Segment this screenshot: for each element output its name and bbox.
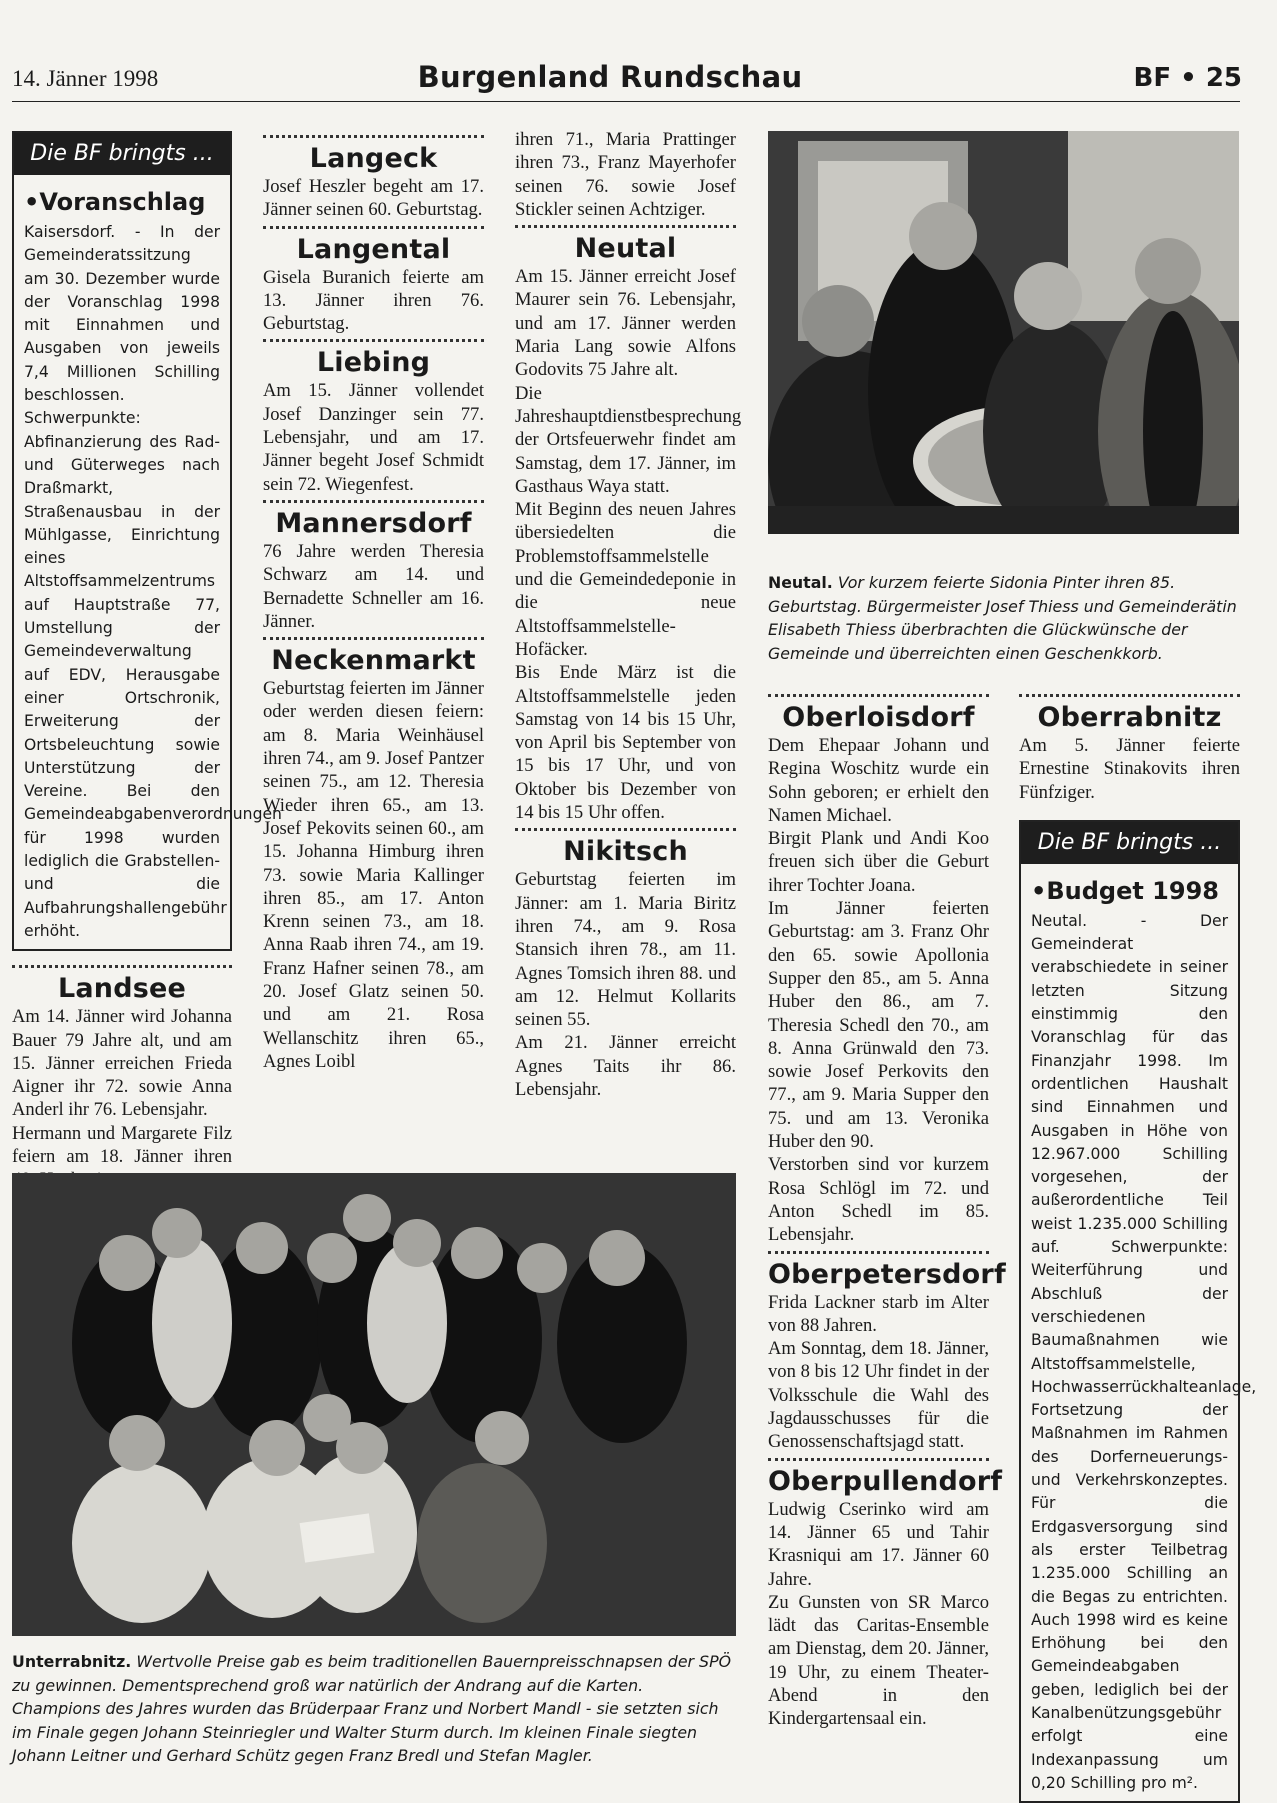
photo-unterrabnitz-group xyxy=(12,1173,736,1636)
article-mannersdorf: 76 Jahre werden Theresia Schwarz am 14. und Bernadette Schneller am 16. Jänner. xyxy=(263,540,484,632)
bf-box-bar: Die BF bringts ... xyxy=(1021,822,1238,864)
divider xyxy=(1019,694,1240,697)
bf-box-voranschlag xyxy=(12,131,282,951)
bf-box-text: Kaisersdorf. - In der Gemeinderatssitzung am 30. Dezember wurde der Voranschlag 1998 mit Einnahmen und Ausgaben von jeweils 7,4 Millionen Schilling beschlossen. Schwerpunkte: Abfinanzierung des Rad- und Güterweges nach Draßmarkt, Straßenausbau in der Mühlgasse, Einrichtung eines Altstoffsammelzentrums auf Hauptstraße 77, Umstellung der Gemeindeverwaltung auf EDV, Herausgabe einer Ortschronik, Erweiterung der Ortsbeleuchtung sowie Unterstützung der Vereine. Bei den Gemeindeabgabenverordnungen für 1998 wurden lediglich die Grabstellen- und die Aufbahrungshallengebühr erhöht. xyxy=(24,223,282,940)
article-oberpetersdorf-p2: Am Sonntag, dem 18. Jänner, von 8 bis 12 Uhr findet in der Volksschule die Wahl des Jagdausschusses für die Genossenschaftsjagd statt. xyxy=(768,1338,989,1453)
article-oberpullendorf-p2: Zu Gunsten von SR Marco lädt das Caritas-Ensemble am Dienstag, dem 20. Jänner, 19 Uhr, zu einem Theater-Abend in den Kindergartensaal ein. xyxy=(768,1591,989,1730)
heading-oberpullendorf: Oberpullendorf xyxy=(768,1465,1003,1497)
photo-neutal-image xyxy=(768,131,1239,534)
heading-liebing: Liebing xyxy=(316,347,431,379)
heading-langeck: Langeck xyxy=(309,143,438,174)
article-langental: Gisela Buranich feierte am 13. Jänner ihren 76. Geburtstag. xyxy=(263,266,484,335)
article-oberrabnitz: Am 5. Jänner feierte Ernestine Stinakovits ihren Fünfziger. xyxy=(1019,735,1240,803)
divider xyxy=(768,1251,989,1254)
photo-unterrabnitz-image xyxy=(12,1173,736,1636)
divider xyxy=(515,225,736,228)
heading-landsee: Landsee xyxy=(57,973,187,1005)
article-oberloisdorf-p4: Verstorben sind vor kurzem Rosa Schlögl im 72. und Anton Schedl im 85. Lebensjahr. xyxy=(768,1154,989,1246)
divider xyxy=(263,226,484,229)
divider xyxy=(515,828,736,831)
heading-oberpetersdorf: Oberpetersdorf xyxy=(768,1258,1006,1290)
header-rule xyxy=(12,101,1240,102)
bf-box-budget xyxy=(1019,820,1257,1803)
article-oberloisdorf-p1: Dem Ehepaar Johann und Regina Woschitz wurde ein Sohn geboren; er erhielt den Namen Michael. xyxy=(768,735,989,826)
article-nikitsch-p2: Am 21. Jänner erreicht Agnes Taits ihr 86. Lebensjahr. xyxy=(515,1032,736,1100)
bf-box-title: •Voranschlag xyxy=(24,188,206,216)
article-neckenmarkt: Geburtstag feierten im Jänner oder werden diesen feiern: am 8. Maria Weinhäusel ihren 74., am 9. Josef Pantzer seinen 75., am 12. Theresia Wieder ihren 65., am 13. Josef Pekovits seinen 60., am 15. Johanna Himburg ihren 73. sowie Maria Kallinger ihren 85., am 17. Anton Krenn seinen 73., am 18. Anna Raab ihren 74., am 19. Franz Hafner seinen 78., am 20. Josef Glatz seinen 50. und am 21. Rosa Wellanschitz ihren 65., Agnes Loibl xyxy=(263,678,484,1072)
heading-oberloisdorf: Oberloisdorf xyxy=(782,702,975,733)
newspaper-title: Burgenland Rundschau xyxy=(417,60,803,94)
article-langeck: Josef Heszler begeht am 17. Jänner seinen 60. Geburtstag. xyxy=(263,176,484,221)
heading-neutal: Neutal xyxy=(574,233,677,265)
bf-box-bar: Die BF bringts ... xyxy=(14,133,230,175)
bf-box-text: Neutal. - Der Gemeinderat verabschiedete in seiner letzten Sitzung einstimmig den Voranschlag für das Finanzjahr 1998. Im ordentlichen Haushalt sind Einnahmen und Ausgaben in Höhe von 12.967.000 Schilling vorgesehen, der außerordentliche Teil weist 1.235.000 Schilling auf. Schwerpunkte: Weiterführung und Abschluß der verschiedenen Baumaßnahmen wie Altstoffsammelstelle, Hochwasserrückhalteanlage, Fortsetzung der Maßnahmen im Rahmen des Dorferneuerungs- und Verkehrskonzeptes. Für die Erdgasversorgung sind als erster Teilbetrag 1.235.000 Schilling an die Begas zu entrichten. Auch 1998 wird es keine Erhöhung bei den Gemeindeabgaben geben, lediglich bei der Kanalbenützungsgebühr erfolgt eine Indexanpassung um 0,20 Schilling pro m². xyxy=(1031,911,1257,1792)
caption-place: Unterrabnitz. xyxy=(12,1652,132,1671)
divider xyxy=(263,135,484,138)
divider xyxy=(263,339,484,342)
article-oberpullendorf-p1: Ludwig Cserinko wird am 14. Jänner 65 und Tahir Krasniqui am 17. Jänner 60 Jahre. xyxy=(768,1498,989,1590)
article-neutal-p1: Am 15. Jänner erreicht Josef Maurer sein 76. Lebensjahr, und am 17. Jänner werden Maria Lang sowie Alfons Godovits 75 Jahre alt. xyxy=(515,266,736,381)
caption-text: Vor kurzem feierte Sidonia Pinter ihren 85. Geburtstag. Bürgermeister Josef Thiess und Gemeinderätin Elisabeth Thiess überbrachten die Glückwünsche der Gemeinde und überreichten einen Geschenkkorb. xyxy=(768,573,1237,663)
caption-place: Neutal. xyxy=(768,573,833,592)
photo-unterrabnitz-caption xyxy=(12,1650,736,1768)
page-number: BF • 25 xyxy=(1133,63,1242,93)
column-4 xyxy=(768,690,1006,1731)
bf-box-title: •Budget 1998 xyxy=(1031,876,1219,905)
article-oberloisdorf-p2: Birgit Plank und Andi Koo freuen sich über die Geburt ihrer Tochter Joana. xyxy=(768,828,989,896)
article-nikitsch-p1: Geburtstag feierten im Jänner: am 1. Maria Biritz ihren 74., am 9. Rosa Stansich ihren 78., am 11. Agnes Tomsich ihren 88. und am 12. Helmut Kollarits seinen 55. xyxy=(515,869,736,1031)
article-neutal-p3: Mit Beginn des neuen Jahres übersiedelten die Problemstoffsammelstelle und die Gemeindedeponie in die neue Altstoffsammelstelle-Hofäcker. xyxy=(515,499,736,660)
article-neckenmarkt-cont: ihren 71., Maria Prattinger ihren 73., Franz Mayerhofer seinen 76. sowie Josef Stickler seinen Achtziger. xyxy=(515,129,736,220)
heading-neckenmarkt: Neckenmarkt xyxy=(271,645,476,677)
divider xyxy=(263,637,484,640)
heading-mannersdorf: Mannersdorf xyxy=(275,507,472,539)
article-oberloisdorf-p3: Im Jänner feierten Geburtstag: am 3. Franz Ohr den 65. sowie Apollonia Supper den 85., am 5. Anna Huber den 86., am 7. Theresia Schedl den 70., am 8. Anna Grünwald den 73. sowie Josef Perkovits den 77., am 9. Maria Supper den 75. und am 13. Veronika Huber den 90. xyxy=(768,898,989,1153)
issue-date: 14. Jänner 1998 xyxy=(12,66,159,91)
photo-neutal-caption xyxy=(768,571,1239,665)
heading-oberrabnitz: Oberrabnitz xyxy=(1037,702,1222,733)
heading-nikitsch: Nikitsch xyxy=(563,836,688,868)
divider xyxy=(263,500,484,503)
article-liebing: Am 15. Jänner vollendet Josef Danzinger sein 77. Lebensjahr, und am 17. Jänner begeht Josef Schmidt sein 72. Wiegenfest. xyxy=(263,380,484,495)
divider xyxy=(768,1458,989,1461)
column-5 xyxy=(1019,690,1257,1803)
column-3 xyxy=(515,128,742,1101)
caption-text: Wertvolle Preise gab es beim traditionellen Bauernpreisschnapsen der SPÖ zu gewinnen. Dementsprechend groß war natürlich der Andrang auf die Karten. Champions des Jahres wurden das Brüderpaar Franz und Norbert Mandl - sie setzten sich im Finale gegen Johann Steinriegler und Walter Sturm durch. Im kleinen Finale siegten Johann Leitner und Gerhard Schütz gegen Franz Bredl und Stefan Magler. xyxy=(12,1652,732,1765)
column-2 xyxy=(263,131,484,1073)
article-neutal-p2: Die Jahreshauptdienstbesprechung der Ortsfeuerwehr findet am Samstag, dem 17. Jänner, im Gasthaus Waya statt. xyxy=(515,382,742,497)
article-landsee-p1: Am 14. Jänner wird Johanna Bauer 79 Jahre alt, und am 15. Jänner erreichen Frieda Aigner ihr 72. sowie Anna Anderl ihr 76. Lebensjahr. xyxy=(12,1006,232,1121)
divider xyxy=(768,694,989,697)
article-landsee-p2: Hermann und Margarete Filz feiern am 18. Jänner ihren xyxy=(12,1122,232,1167)
heading-langental: Langental xyxy=(296,233,451,265)
photo-neutal-birthday xyxy=(768,131,1239,534)
article-oberpetersdorf-p1: Frida Lackner starb im Alter von 88 Jahren. xyxy=(768,1291,989,1336)
article-neutal-p4: Bis Ende März ist die Altstoffsammelstelle jeden Samstag von 14 bis 15 Uhr, von April bis September von 15 bis 17 Uhr, und von Oktober bis Dezember von 14 bis 15 Uhr offen. xyxy=(515,662,736,824)
column-1 xyxy=(12,131,282,1192)
divider xyxy=(12,965,232,968)
